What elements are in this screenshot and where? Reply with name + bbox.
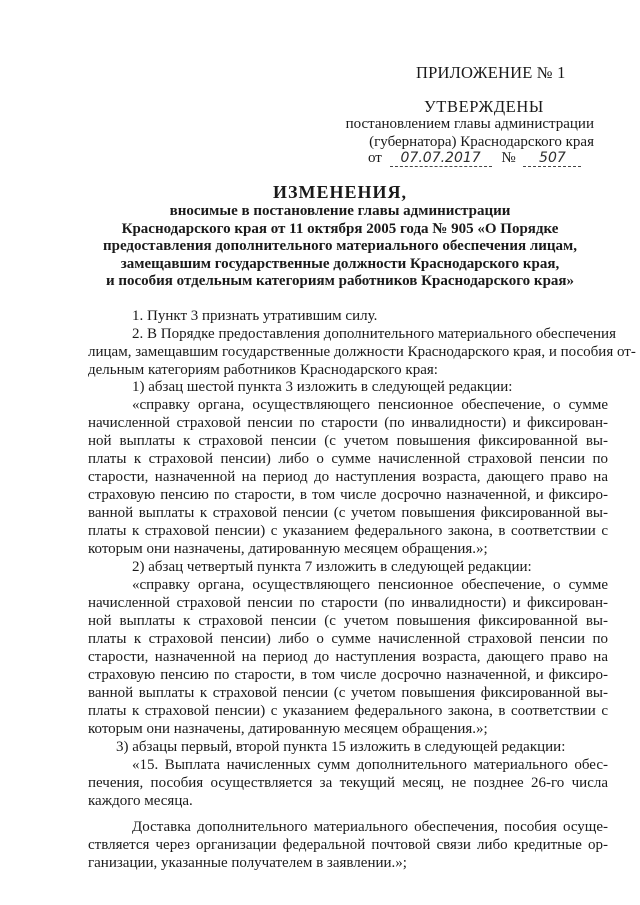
body-line: ной выплаты к страховой пенсии (с учетом повышения фиксированной вы- [88, 613, 608, 629]
body-line: начисленной страховой пенсии по старости (по инвалидности) и фиксирован- [88, 415, 608, 431]
title-line: и пособия отдельным категориям работников Краснодарского края» [105, 273, 575, 289]
title-line: вносимые в постановление главы администрации [169, 203, 511, 219]
body-line: «15. Выплата начисленных сумм дополнительного материального обес- [132, 757, 608, 773]
body-line: дельным категориям работников Краснодарского края: [88, 362, 438, 378]
body-line: платы к страховой пенсии) либо о сумме начисленной страховой пенсии по [88, 451, 608, 467]
appendix-label: ПРИЛОЖЕНИЕ № 1 [416, 63, 566, 82]
body-line: страховую пенсию по старости, в том числе досрочно назначенной, и фиксиро- [88, 487, 608, 503]
body-line: 2) абзац четвертый пункта 7 изложить в следующей редакции: [132, 559, 532, 575]
body-line: платы к страховой пенсии) либо о сумме начисленной страховой пенсии по [88, 631, 608, 647]
body-line: 3) абзацы первый, второй пункта 15 изложить в следующей редакции: [116, 739, 566, 755]
approved-by-line: постановлением главы администрации [345, 116, 594, 132]
body-line: платы к страховой пенсии) с указанием федерального закона, в соответствии с [88, 703, 608, 719]
title-line: Краснодарского края от 11 октября 2005 года № 905 «О Порядке [121, 221, 559, 237]
date-number-line [368, 150, 581, 167]
document-title: ИЗМЕНЕНИЯ, [272, 182, 407, 202]
body-line: ной выплаты к страховой пенсии (с учетом повышения фиксированной вы- [88, 433, 608, 449]
body-line: страховую пенсию по старости, в том числе досрочно назначенной, и фиксиро- [88, 667, 608, 683]
title-line: предоставления дополнительного материального обеспечения лицам, [102, 238, 578, 254]
body-line: старости, назначенной на период до наступления возраста, дающего право на [88, 649, 608, 665]
body-line: которым они назначены, датированную месяцем обращения.»; [88, 721, 488, 737]
body-line: «справку органа, осуществляющего пенсионное обеспечение, о сумме [132, 577, 608, 593]
number-prefix: № [501, 150, 516, 166]
date-prefix: от [368, 150, 382, 166]
title-line: замещавшим государственные должности Краснодарского края, [120, 256, 560, 272]
body-line: 2. В Порядке предоставления дополнительного материального обеспечения [132, 326, 616, 342]
body-line: которым они назначены, датированную месяцем обращения.»; [88, 541, 488, 557]
body-line: «справку органа, осуществляющего пенсионное обеспечение, о сумме [132, 397, 608, 413]
approved-by-line: (губернатора) Краснодарского края [369, 134, 594, 150]
body-line: 1. Пункт 3 признать утратившим силу. [132, 308, 378, 324]
body-line: 1) абзац шестой пункта 3 изложить в следующей редакции: [132, 379, 513, 395]
body-line: каждого месяца. [88, 793, 193, 809]
body-line: ванной выплаты к страховой пенсии (с учетом повышения фиксированной вы- [88, 505, 608, 521]
body-line: ганизации, указанные получателем в заявлении.»; [88, 855, 407, 871]
body-line: старости, назначенной на период до наступления возраста, дающего право на [88, 469, 608, 485]
body-line: платы к страховой пенсии) с указанием федерального закона, в соответствии с [88, 523, 608, 539]
body-line: лицам, замещавшим государственные должности Краснодарского края, и пособия от- [88, 344, 636, 360]
handwritten-number: 507 [523, 151, 581, 167]
body-line: Доставка дополнительного материального обеспечения, пособия осуще- [132, 819, 608, 835]
body-line: начисленной страховой пенсии по старости (по инвалидности) и фиксирован- [88, 595, 608, 611]
body-line: ствляется через организации федеральной почтовой связи либо кредитные ор- [88, 837, 608, 853]
body-line: ванной выплаты к страховой пенсии (с учетом повышения фиксированной вы- [88, 685, 608, 701]
body-line: печения, пособия осуществляется за текущий месяц, не позднее 26-го числа [88, 775, 608, 791]
handwritten-date: 07.07.2017 [390, 151, 492, 167]
approved-title: УТВЕРЖДЕНЫ [424, 97, 544, 116]
